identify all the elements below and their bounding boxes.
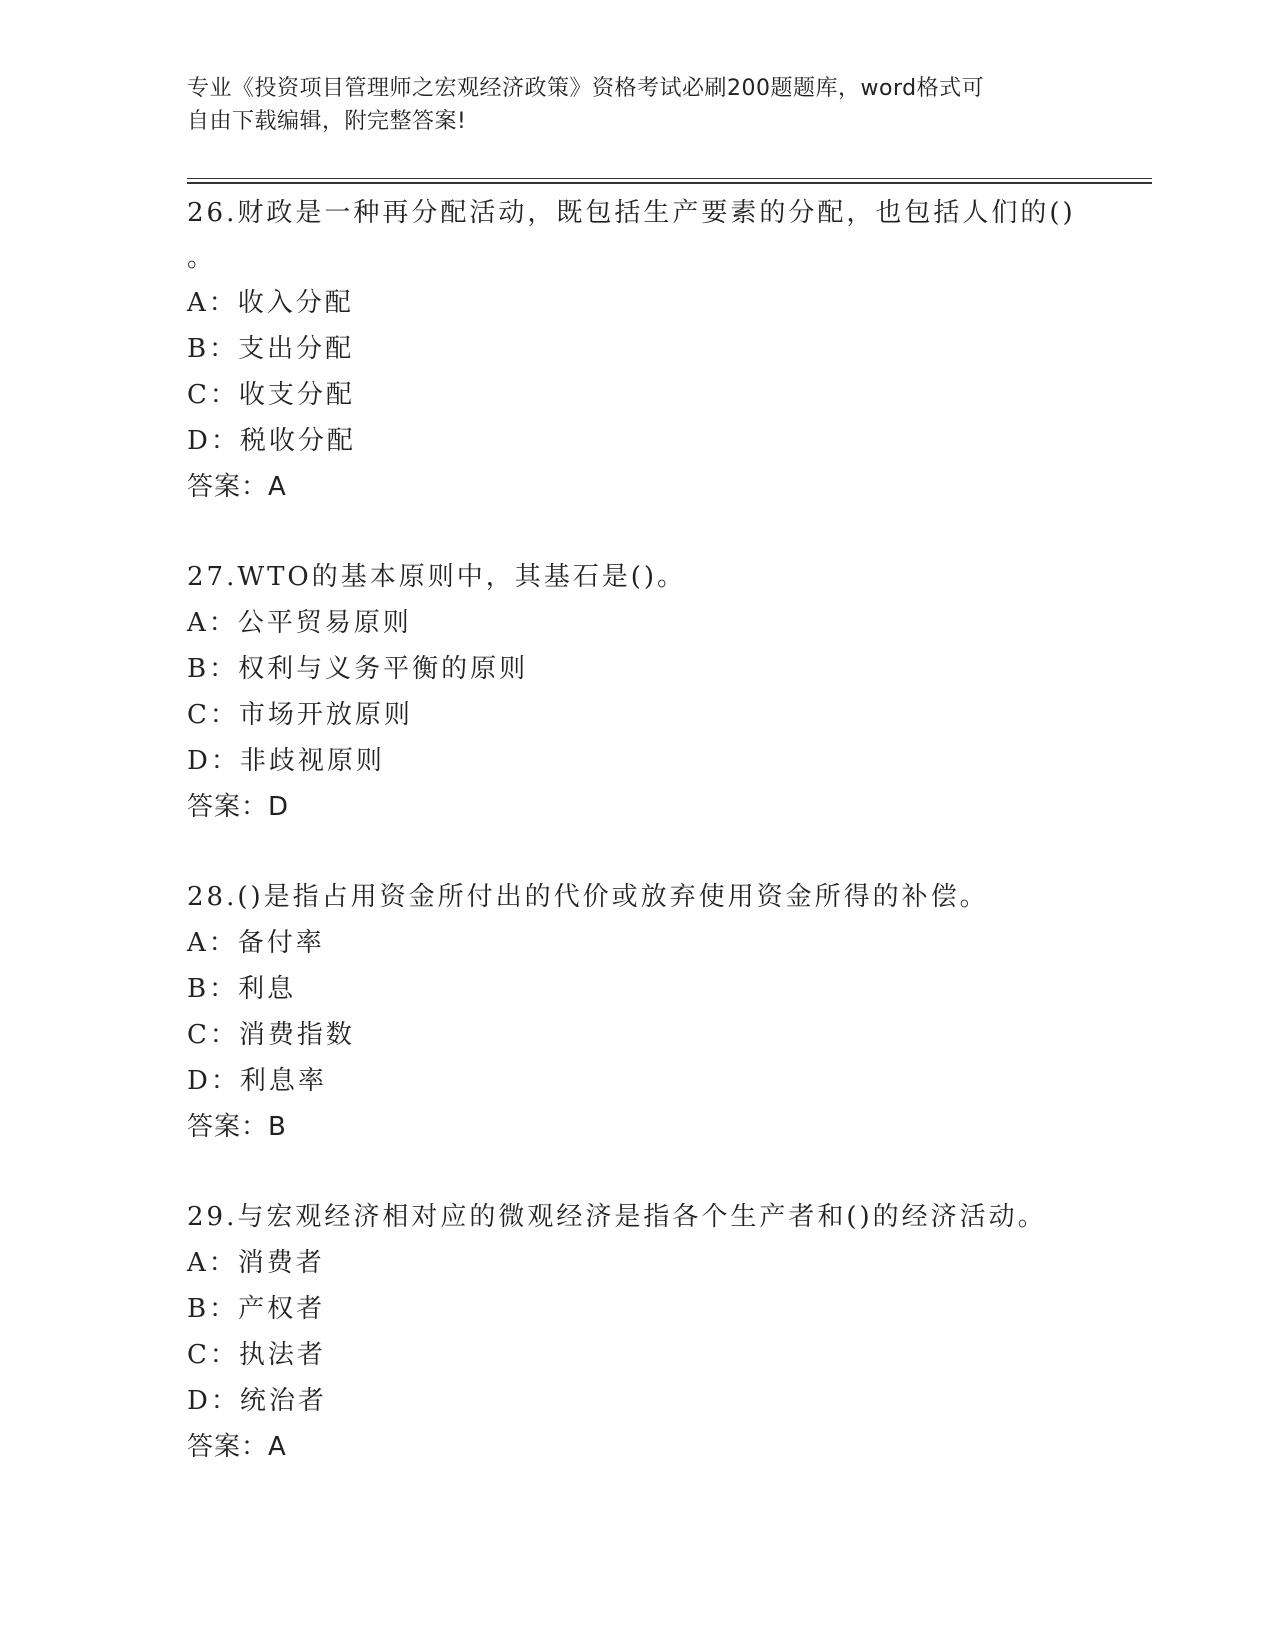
question-stem: 29.与宏观经济相对应的微观经济是指各个生产者和()的经济活动。: [187, 1202, 1047, 1232]
option-b: B：利息: [187, 974, 297, 1004]
option-a: A：收入分配: [187, 288, 354, 318]
option-c: C：收支分配: [187, 380, 355, 410]
question-stem-continuation: 。: [187, 243, 217, 273]
option-d: D：利息率: [187, 1066, 327, 1096]
question-28: [187, 874, 1152, 1150]
option-a: A：消费者: [187, 1248, 325, 1278]
option-d: D：非歧视原则: [187, 746, 385, 776]
question-26: [187, 190, 1152, 510]
header-line-2: 自由下载编辑，附完整答案!: [187, 109, 467, 134]
question-stem: 27.WTO的基本原则中，其基石是()。: [187, 562, 687, 592]
question-stem: 26.财政是一种再分配活动，既包括生产要素的分配，也包括人们的(): [187, 198, 1076, 228]
header-divider-thin: [187, 178, 1152, 179]
header-line-1: 专业《投资项目管理师之宏观经济政策》资格考试必刷200题题库，word格式可: [187, 76, 985, 101]
answer-line: 答案：A: [187, 472, 287, 502]
question-29: [187, 1194, 1152, 1470]
question-list: [187, 190, 1152, 1470]
option-b: B：权利与义务平衡的原则: [187, 654, 529, 684]
option-b: B：支出分配: [187, 334, 355, 364]
answer-line: 答案：B: [187, 1112, 287, 1142]
option-c: C：市场开放原则: [187, 700, 413, 730]
question-27: [187, 554, 1152, 830]
option-c: C：执法者: [187, 1340, 326, 1370]
option-d: D：统治者: [187, 1386, 327, 1416]
option-c: C：消费指数: [187, 1020, 355, 1050]
option-a: A：备付率: [187, 928, 325, 958]
answer-line: 答案：A: [187, 1432, 287, 1462]
header-divider-thick: [187, 182, 1152, 184]
option-a: A：公平贸易原则: [187, 608, 412, 638]
option-b: B：产权者: [187, 1294, 326, 1324]
option-d: D：税收分配: [187, 426, 356, 456]
question-stem: 28.()是指占用资金所付出的代价或放弃使用资金所得的补偿。: [187, 882, 989, 912]
document-header: [187, 72, 1067, 138]
answer-line: 答案：D: [187, 792, 290, 822]
